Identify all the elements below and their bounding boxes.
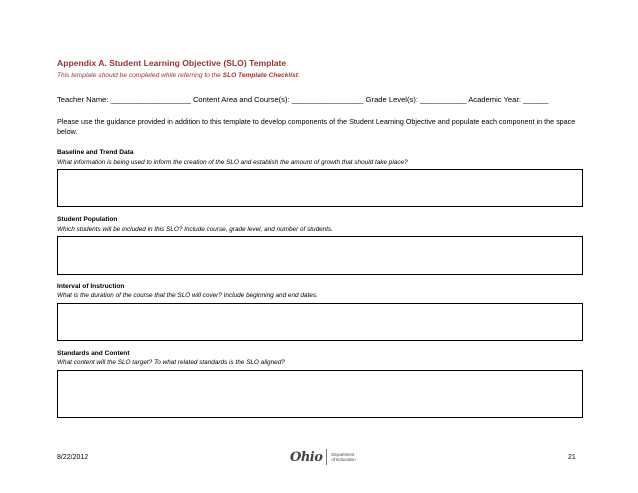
section-prompt-standards: What content will the SLO target? To what related standards is the SLO aligned?	[57, 359, 285, 366]
section-title-interval: Interval of Instruction	[57, 283, 125, 290]
section-title-standards: Standards and Content	[57, 350, 130, 357]
guidance-paragraph: Please use the guidance provided in addition to this template to develop components of the Student Learning Objective and populate each component in the space below.	[57, 117, 576, 136]
section-prompt-student-population: Which students will be included in this SLO? Include course, grade level, and number of students.	[57, 226, 334, 233]
logo-dept-line1: Department	[331, 452, 355, 457]
answer-box-interval[interactable]	[57, 303, 583, 341]
answer-box-standards[interactable]	[57, 370, 583, 418]
page-title: Appendix A. Student Learning Objective (SLO) Template	[57, 58, 287, 68]
logo-department-text	[331, 452, 355, 462]
instruction-suffix: .	[297, 72, 300, 79]
page-number: 21	[568, 454, 576, 461]
answer-box-student-population[interactable]	[57, 236, 583, 275]
checklist-reference: SLO Template Checklist	[222, 72, 298, 79]
section-prompt-baseline: What information is being used to inform the creation of the SLO and establish the amount of growth that should take place?	[57, 159, 408, 166]
template-instruction	[57, 72, 300, 79]
answer-box-baseline[interactable]	[57, 169, 583, 207]
ohio-department-logo	[290, 446, 356, 468]
logo-divider	[326, 449, 327, 465]
logo-wordmark: Ohio	[290, 449, 323, 465]
section-title-student-population: Student Population	[57, 216, 118, 223]
section-prompt-interval: What is the duration of the course that the SLO will cover? Include beginning and end dates.	[57, 292, 318, 299]
instruction-prefix: This template should be completed while referring to the	[57, 72, 223, 79]
logo-dept-line2: of Education	[331, 457, 356, 462]
footer-date: 8/22/2012	[57, 454, 89, 461]
teacher-info-line: Teacher Name: ___________________ Content Area and Course(s): _________________ Grade Level(s): ___________ Academic Year: ______	[57, 95, 549, 104]
section-title-baseline: Baseline and Trend Data	[57, 149, 134, 156]
